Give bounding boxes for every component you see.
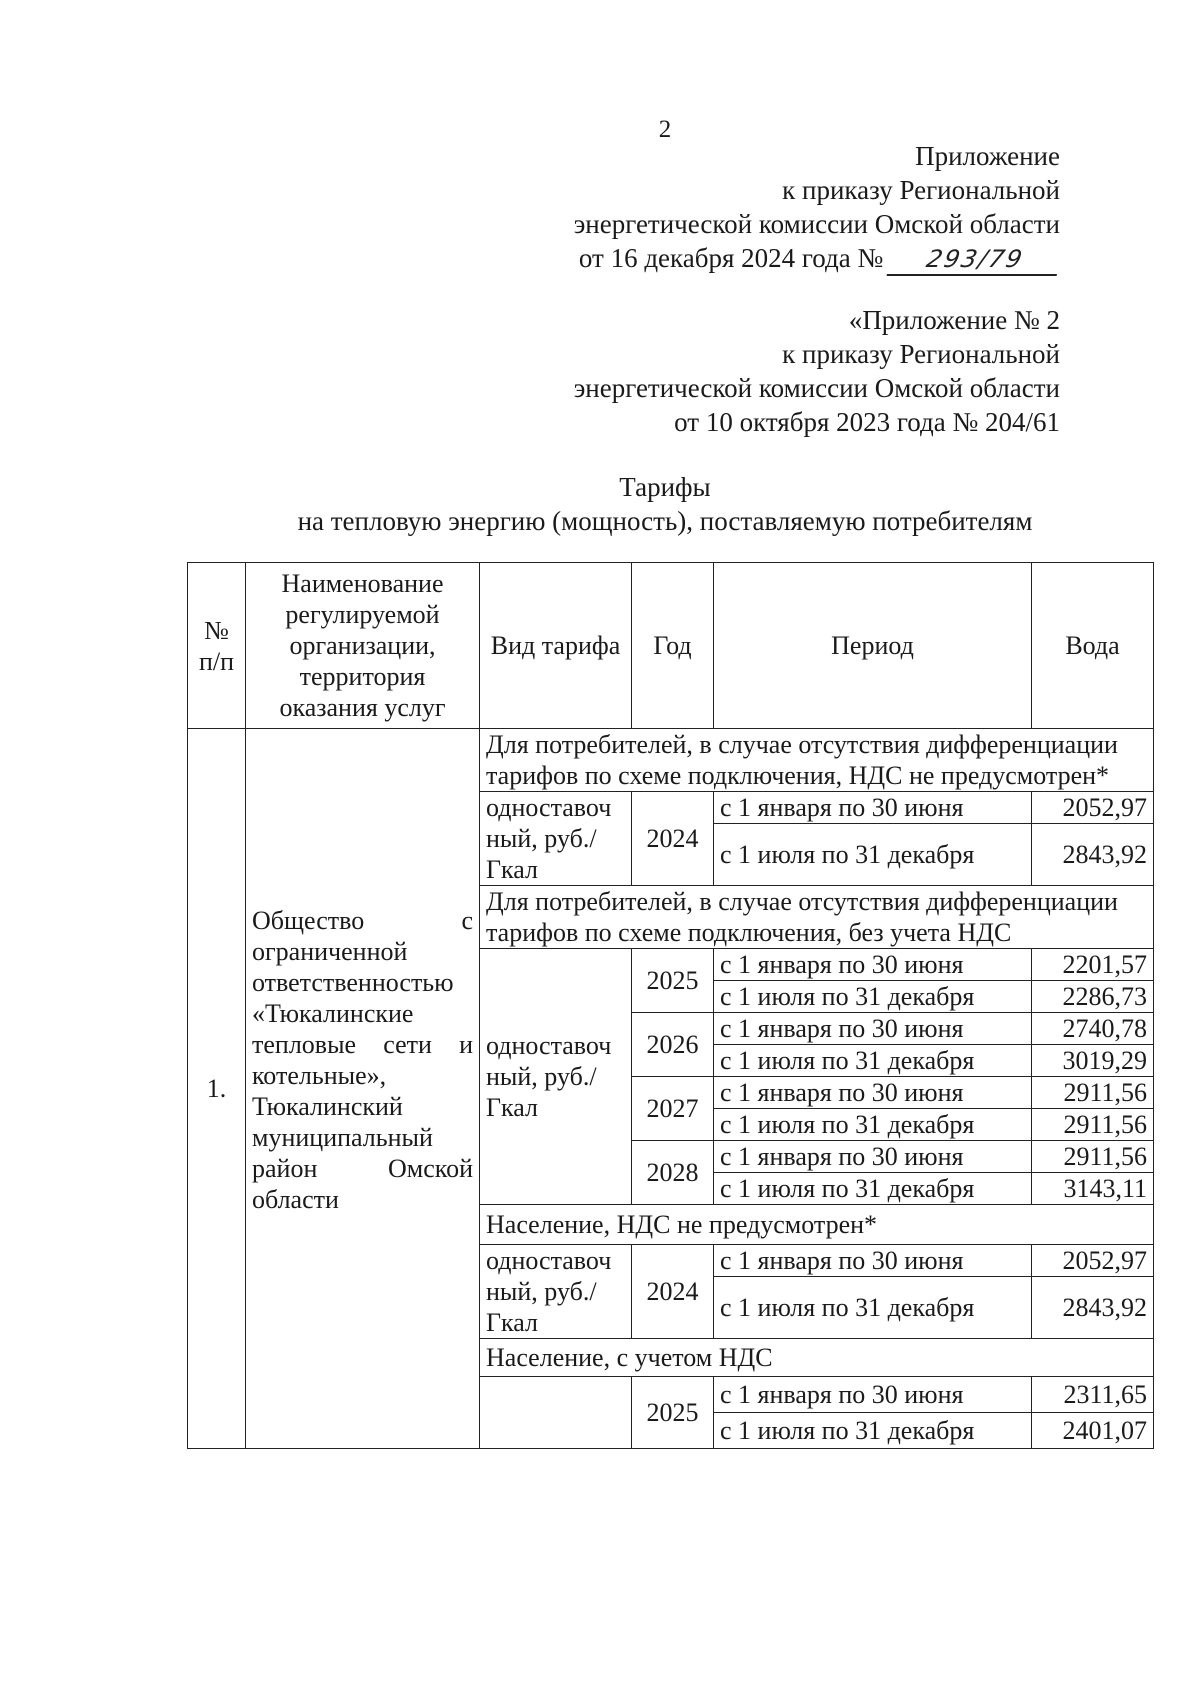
- year-cell: 2028: [632, 1141, 714, 1205]
- header-line: энергетической комиссии Омской области: [573, 373, 1060, 403]
- order-header: [574, 139, 1060, 276]
- period-cell: с 1 января по 30 июня: [714, 949, 1032, 981]
- header-line: энергетической комиссии Омской области: [573, 209, 1060, 239]
- value-cell: 2401,07: [1032, 1413, 1154, 1449]
- handwritten-order-number: 293/79: [887, 244, 1064, 276]
- table-header-row: [188, 563, 1154, 729]
- page-number: 2: [658, 116, 672, 143]
- period-cell: с 1 июля по 31 декабря: [714, 1413, 1032, 1449]
- header-line: к приказу Региональной: [782, 175, 1060, 205]
- period-cell: с 1 января по 30 июня: [714, 792, 1032, 824]
- tariff-type: одноставоч ный, руб./Гкал: [480, 949, 632, 1205]
- period-cell: с 1 июля по 31 декабря: [714, 1173, 1032, 1205]
- organization-name: Общество с ограниченной ответственностью «Тюкалинские тепловые сети и котельные», Тюкалинский муниципальный район Омской области: [246, 729, 480, 1449]
- tariff-type: одноставоч ный, руб./Гкал: [480, 1245, 632, 1339]
- year-cell: 2027: [632, 1077, 714, 1141]
- value-cell: 3143,11: [1032, 1173, 1154, 1205]
- section-title: Население, НДС не предусмотрен*: [480, 1205, 1154, 1245]
- header-water: Вода: [1032, 563, 1154, 729]
- period-cell: с 1 июля по 31 декабря: [714, 1277, 1032, 1339]
- period-cell: с 1 июля по 31 декабря: [714, 1045, 1032, 1077]
- section-title: Для потребителей, в случае отсутствия дифференциации тарифов по схеме подключения, НДС не предусмотрен*: [480, 729, 1154, 792]
- header-year: Год: [632, 563, 714, 729]
- value-cell: 2052,97: [1032, 1245, 1154, 1277]
- value-cell: 2911,56: [1032, 1077, 1154, 1109]
- value-cell: 2286,73: [1032, 981, 1154, 1013]
- value-cell: 3019,29: [1032, 1045, 1154, 1077]
- table-row: [188, 729, 1154, 792]
- title-line: Тарифы: [619, 472, 711, 502]
- period-cell: с 1 июля по 31 декабря: [714, 981, 1032, 1013]
- value-cell: 2911,56: [1032, 1141, 1154, 1173]
- title-line: на тепловую энергию (мощность), поставляемую потребителям: [297, 506, 1033, 536]
- year-cell: 2025: [632, 949, 714, 1013]
- header-period: Период: [714, 563, 1032, 729]
- header-type: Вид тарифа: [480, 563, 632, 729]
- header-line: от 10 октября 2023 года № 204/61: [674, 407, 1060, 437]
- period-cell: с 1 января по 30 июня: [714, 1245, 1032, 1277]
- year-cell: 2024: [632, 1245, 714, 1339]
- value-cell: 2201,57: [1032, 949, 1154, 981]
- period-cell: с 1 января по 30 июня: [714, 1141, 1032, 1173]
- section-title: Для потребителей, в случае отсутствия дифференциации тарифов по схеме подключения, без учета НДС: [480, 886, 1154, 949]
- header-org: Наименование регулируемой организации, территория оказания услуг: [246, 563, 480, 729]
- tariff-type: одноставоч ный, руб./Гкал: [480, 792, 632, 886]
- appendix-header: [574, 303, 1060, 439]
- year-cell: 2026: [632, 1013, 714, 1077]
- header-line: к приказу Региональной: [782, 339, 1060, 369]
- section-title: Население, с учетом НДС: [480, 1339, 1154, 1377]
- value-cell: 2843,92: [1032, 1277, 1154, 1339]
- value-cell: 2740,78: [1032, 1013, 1154, 1045]
- year-cell: 2024: [632, 792, 714, 886]
- period-cell: с 1 июля по 31 декабря: [714, 1109, 1032, 1141]
- period-cell: с 1 января по 30 июня: [714, 1013, 1032, 1045]
- header-num: № п/п: [188, 563, 246, 729]
- tariff-type-empty: [480, 1377, 632, 1449]
- value-cell: 2911,56: [1032, 1109, 1154, 1141]
- period-cell: с 1 июля по 31 декабря: [714, 824, 1032, 886]
- value-cell: 2052,97: [1032, 792, 1154, 824]
- header-line: от 16 декабря 2024 года № 293/79: [574, 241, 1060, 276]
- value-cell: 2311,65: [1032, 1377, 1154, 1413]
- header-line: Приложение: [915, 141, 1060, 171]
- value-cell: 2843,92: [1032, 824, 1154, 886]
- header-line: «Приложение № 2: [848, 305, 1060, 335]
- year-cell: 2025: [632, 1377, 714, 1449]
- period-cell: с 1 января по 30 июня: [714, 1377, 1032, 1413]
- tariff-table: [187, 562, 1154, 1449]
- period-cell: с 1 января по 30 июня: [714, 1077, 1032, 1109]
- row-number: 1.: [188, 729, 246, 1449]
- document-title: [0, 470, 1200, 538]
